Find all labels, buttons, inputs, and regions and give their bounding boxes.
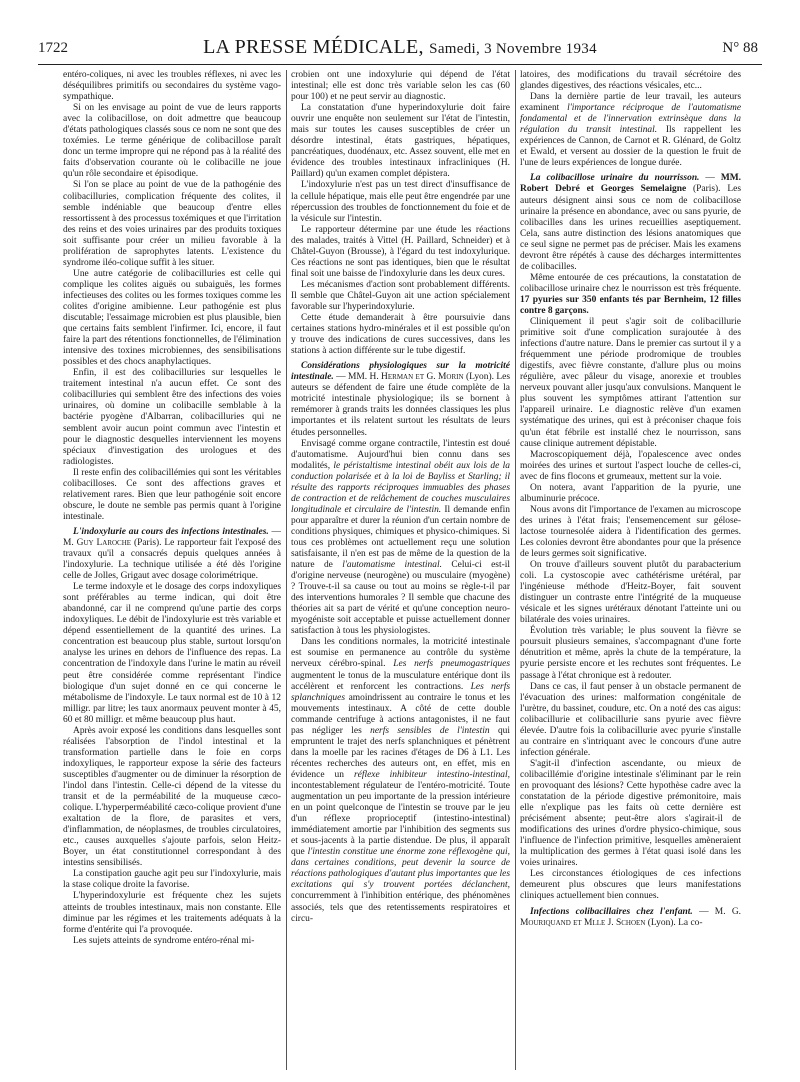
paragraph: S'agit-il d'infection ascendante, ou mieux de colibacillémie d'origine intestinale s'éliminant par le rein en provoquant des lésions? Cette hypothèse cadre avec la constatation de la période digestive prémonitoire, mais elle n'explique pas les faits où cette dernière est précisément absente; peut-être alors s'agirait-il de modifications des urines d'ordre physico-chimique, sous l'influence de l'infection primitive, lesquelles amèneraient la multiplication des germes à l'état quasi isolé dans les voies urinaires. bbox=[520, 758, 741, 869]
page-number: 1722 bbox=[38, 40, 68, 56]
italic-run: réflexe inhibiteur intestino-intestinal, bbox=[353, 769, 510, 780]
text-run: Dans les conditions normales, la motricité intestinale est soumise en permanence au contrôle du système nerveux cérébro-spinal. bbox=[291, 637, 510, 670]
paragraph: Si l'on se place au point de vue de la pathogénie des colibacilluries, complication fréquente des colites, il semble indéniable que beaucoup d'entre elles ressortissent à des processus toxémiques et que l'irritation des reins et des voies urinaires par des produits toxiques soit suffisante pour créer un milieu favorable à la prolifération de saprophytes latents. L'existence du syndrome iléo-colique suffit à les situer. bbox=[63, 180, 281, 268]
section-title: Considérations physiologiques sur la motricité intestinale. bbox=[291, 361, 510, 383]
section-title: L'indoxylurie au cours des infections intestinales. bbox=[73, 526, 269, 537]
journal-title: LA PRESSE MÉDICALE, bbox=[203, 36, 424, 58]
paragraph: Après avoir exposé les conditions dans lesquelles sont réalisées l'absorption de l'indol intestinal et la transformation partielle dans le foie en corps indoxyliques, le rapporteur expose la série des facteurs susceptibles d'augmenter ou de diminuer la résorption de l'indol dans l'intestin. Celle-ci dépend de la vitesse du transit et de la perméabilité de la muqueuse cæco-colique. L'hyperperméabilité cæco-colique provient d'une exaltation de la flore, de parasites et vers, d'inflammation, de néoplasmes, de troubles circulatoires, etc., causes auxquelles s'ajoute parfois, selon Heitz-Boyer, un état constitutionnel correspondant à des intestins sensibilisés. bbox=[63, 725, 281, 869]
paragraph: Enfin, il est des colibacilluries sur lesquelles le traitement intestinal n'a aucun effet. Ce sont des colibacilluries qui semblent être des infections des voies urinaires, où domine un colibacille semblable à la bactérie pyogène d'Albarran, colibacilluries qui ne semblent avoir aucun point commun avec l'intestin et pour le diagnostic desquelles interviennent les moyens spéciaux d'investigation des urologues et des radiologistes. bbox=[63, 368, 281, 467]
text-run: amoindrissent au contraire le tonus et les mouvements intestinaux. A côté de cette double commande centrifuge à actions antagonistes, il ne faut pas négliger les bbox=[291, 692, 510, 736]
paragraph: Cette étude demanderait à être poursuivie dans certaines stations hydro-minérales et il est possible qu'on y trouve des indications de cures successives, dans les stations à action différente sur le tube digestif. bbox=[291, 313, 510, 357]
section-text: Les auteurs se défendent de faire une étude complète de la motricité intestinale physiologique; ils se bornent à remémorer à grands traits les données classiques les plus importantes et ils relatent surtout les résultats de leurs études personnelles. bbox=[291, 372, 510, 438]
section-location: (Lyon). bbox=[465, 372, 494, 383]
section-location: (Lyon). bbox=[647, 917, 676, 928]
column-1 bbox=[63, 70, 281, 1076]
paragraph: crobien ont une indoxylurie qui dépend de l'état intestinal; elle est donc très variable selon les cas (60 pour 100) et ne peut servir au diagnostic. bbox=[291, 70, 510, 103]
issue-date: Samedi, 3 Novembre 1934 bbox=[429, 41, 597, 57]
text-run: incontestablement régulateur de l'entéro-motricité. Toute augmentation un peu importante de la pression intérieure en un point quelconque de l'intestin se trouve par le jeu d'un réflexe proprioceptif (intestino-intestinal) immédiatement amortie par l'inhibition des segments sus et sous-jacents à la partie distendue. De plus, il apparaît que bbox=[291, 781, 510, 858]
text-run: Dans la dernière partie de leur travail, les auteurs examinent bbox=[520, 92, 741, 114]
paragraph: La constipation gauche agit peu sur l'indoxylurie, mais la stase colique droite la favorise. bbox=[63, 869, 281, 891]
italic-run: l'importance réciproque de l'automatisme fondamental et de l'innervation extrinsèque dans la régulation du transit intestinal. bbox=[520, 103, 741, 136]
text-run: concurremment à l'inhibition entérique, des phénomènes associés, tels que des retentissements respiratoires et circu- bbox=[291, 891, 510, 924]
paragraph bbox=[520, 92, 741, 169]
column-divider bbox=[515, 70, 516, 1070]
paragraph: Le terme indoxyle et le dosage des corps indoxyliques sont préférables au terme indican, qui doit être abandonné, car il ne comprend qu'une partie des corps indoxyliques. Le débit de l'indoxylurie est très variable et dépend essentiellement de la quantité des urines. La concentration est beaucoup plus stable, surtout lorsqu'on analyse les urines en dehors de l'influence des repas. La concentration de l'indoxyle dans l'urine le matin au réveil peut être considérée comme représentant l'indice biologique d'un sujet donné en ce qui concerne le métabolisme de l'indoxyle. Le taux normal est de 10 à 12 milligr. par litre; les taux anormaux peuvent monter à 45, 60 et 80 milligr. et même beaucoup plus haut. bbox=[63, 582, 281, 725]
section-paragraph: Infections colibacillaires chez l'enfant. — M. G. Mouriquand et Mlle J. Schoen (Lyon). La co- bbox=[520, 906, 741, 928]
paragraph: On trouve d'ailleurs souvent plutôt du parabacterium coli. La cystoscopie avec cathétérisme urétéral, par l'ingénieuse méthode d'Heitz-Boyer, fait souvent distinguer un contraste entre l'intégrité de la muqueuse vésicale et les signes urétéraux dénotant l'atteinte uni ou bilatérale des voies urinaires. bbox=[520, 560, 741, 626]
italic-run: l'intestin constitue une énorme zone réflexogène qui, dans certaines conditions, peut devenir la source de réactions pathologiques d'autant plus importantes que les excitations qui s'y trouvent portées déclanchent, bbox=[291, 847, 510, 891]
section-author: MM. H. Herman et G. Morin bbox=[347, 372, 464, 383]
italic-run: le péristaltisme intestinal obéit aux lois de la conduction polarisée et à la loi de Bayliss et Starling; il résulte des rapports réciproques immuables des phases de contraction et de relâchement de couches musculaires longitudinale et circulaire de l'intestin. bbox=[291, 460, 510, 515]
column-divider bbox=[286, 70, 287, 1070]
paragraph: Il reste enfin des colibacillémies qui sont les véritables colibacilloses. Ce sont des affections graves et relativement rares. Bien que leur pathogénie soit encore obscure, le doute ne semble pas permis quant à l'origine intestinale. bbox=[63, 467, 281, 522]
column-3 bbox=[520, 70, 741, 1076]
issue-number: N° 88 bbox=[722, 40, 758, 56]
paragraph: Le rapporteur détermine par une étude les réactions des malades, traités à Vittel (H. Paillard, Schneider) et à Châtel-Guyon (Brousse), à l'égard du test indoxylurique. Ces réactions ne sont pas identiques, bien que le résultat final soit une baisse de l'indoxylurie dans les deux cures. bbox=[291, 224, 510, 279]
journal-title-line bbox=[0, 36, 800, 59]
section-text: Le rapporteur fait l'exposé des travaux qu'il a consacrés depuis quelques années à l'indoxylurie. La technique utilisée a été dès l'origine celle de Jolles, Grigaut avec dosage colorimétrique. bbox=[63, 537, 281, 582]
section-paragraph: La colibacillose urinaire du nourrisson. — MM. Robert Debré et Georges Semelaigne (Paris). Les auteurs désignent ainsi sous ce nom de colibacillose urinaire la présence en abondance, avec ou sans pyurie, de colibacilles dans les urines recueillies aseptiquement. Cela, sans autre distinction des lésions anatomiques que ce seul signe ne permet pas de préciser. Mais les examens devront être répétés à cause des décharges intermittentes de colibacilles. bbox=[520, 173, 741, 272]
section-location: (Paris). bbox=[133, 537, 162, 548]
section-title: La colibacillose urinaire du nourrisson. bbox=[530, 173, 700, 184]
italic-run: l'automatisme intestinal. bbox=[342, 560, 442, 571]
paragraph bbox=[520, 273, 741, 317]
paragraph: Les circonstances étiologiques de ces infections demeurent plus obscures que leurs manifestations cliniques actuellement bien connues. bbox=[520, 869, 741, 902]
section-paragraph: Considérations physiologiques sur la motricité intestinale. — MM. H. Herman et G. Morin (Lyon). Les auteurs se défendent de faire une étude complète de la motricité intestinale physiologique; ils se bornent à remémorer à grands traits les données classiques les plus importantes et ils relatent surtout les résultats de leurs études personnelles. bbox=[291, 361, 510, 438]
column-2 bbox=[291, 70, 510, 1076]
text-run: Envisagé comme organe contractile, l'intestin est doué d'automatisme. Aujourd'hui bien connu dans ses modalités, bbox=[291, 438, 510, 471]
section-author: M. Guy Laroche bbox=[63, 537, 132, 548]
section-paragraph: L'indoxylurie au cours des infections intestinales. — M. Guy Laroche (Paris). Le rapporteur fait l'exposé des travaux qu'il a consacrés depuis quelques années à l'indoxylurie. La technique utilisée a été dès l'origine celle de Jolles, Grigaut avec dosage colorimétrique. bbox=[63, 526, 281, 582]
paragraph: Les sujets atteints de syndrome entéro-rénal mi- bbox=[73, 935, 255, 946]
section-text: Les auteurs désignent ainsi sous ce nom de colibacillose urinaire la présence en abondance, avec ou sans pyurie, de colibacilles dans les urines recueillies aseptiquement. Cela, sans autre distinction des lésions anatomiques que ce seul signe ne permet pas de préciser. Mais les examens devront être répétés à cause des décharges intermittentes de colibacilles. bbox=[520, 184, 741, 272]
paragraph: latoires, des modifications du travail sécrétoire des glandes digestives, des réactions vésicales, etc... bbox=[520, 70, 741, 92]
paragraph: Les mécanismes d'action sont probablement différents. Il semble que Châtel-Guyon ait une action spécialement favorable sur l'hyperindoxylurie. bbox=[291, 279, 510, 312]
paragraph: L'indoxylurie n'est pas un test direct d'insuffisance de la cellule hépatique, mais elle peut être engendrée par une répercussion des troubles de fonctionnement du foie et de la vésicule sur l'intestin. bbox=[291, 180, 510, 224]
text-run: Celui-ci est-il d'origine nerveuse (neurogène) ou musculaire (myogène) ? Trouve-t-il sa cause ou tout au moins se règle-t-il par des interventions humorales ? Il semble que chacune des théories ait sa part de vérité et qu'une conception neuro-myogéniste soit acceptable et puisse actuellement donner satisfaction à tous les physiologistes. bbox=[291, 560, 510, 637]
paragraph: entéro-coliques, ni avec les troubles réflexes, ni avec les déséquilibres primitifs ou secondaires du système vago-sympathique. bbox=[63, 70, 281, 103]
paragraph bbox=[291, 439, 510, 638]
paragraph: On notera, avant l'apparition de la pyurie, une albuminurie précoce. bbox=[520, 482, 741, 504]
italic-run: nerfs sensibles de l'intestin bbox=[370, 725, 490, 736]
section-author: MM. Robert Debré et Georges Semelaigne bbox=[520, 173, 741, 195]
paragraph: Évolution très variable; le plus souvent la fièvre se poursuit plusieurs semaines, s'accompagnant d'une forte dénutrition et même, après la chute de la température, la pyurie persiste encore et les rechutes sont fréquentes. Le passage à l'état chronique est à redouter. bbox=[520, 626, 741, 681]
italic-run: Les nerfs pneumogastriques bbox=[393, 659, 510, 670]
section-title: Infections colibacillaires chez l'enfant. bbox=[530, 906, 693, 917]
header-rule bbox=[38, 64, 762, 65]
paragraph: Dans ce cas, il faut penser à un obstacle permanent de l'évacuation des urines: malformation congénitale de l'urètre, du bassinet, coudure, etc. On a noté des cas aigus: colibacillurie et colibacillurie sans pyurie avec fièvre élevée. D'autre fois la colibacillurie avec pyurie s'installe au contraire en s'intriquant avec le concours d'une autre infection générale. bbox=[520, 681, 741, 758]
text-run: augmentent le tonus de la musculature entérique dont ils accélèrent et renforcent les contractions. bbox=[291, 670, 510, 692]
paragraph: Macroscopiquement déjà, l'opalescence avec ondes moirées des urines et surtout l'aspect louche de celles-ci, avec de fins flocons et grumeaux, mettent sur la voie. bbox=[520, 449, 741, 482]
section-author: M. G. Mouriquand et Mlle J. Schoen bbox=[520, 906, 741, 928]
paragraph bbox=[291, 637, 510, 924]
paragraph: Cliniquement il peut s'agir soit de colibacillurie primitive soit d'une complication surajoutée à des infections d'autre nature. Dans le premier cas surtout il y a fréquemment une période prodromique de troubles digestifs, avec fièvre constante, d'allure plus ou moins régulière, avec pâleur du visage, anorexie et troubles nerveux pouvant aller jusqu'aux convulsions. Manquent le plus souvent les symptômes attirant l'attention sur l'appareil urinaire. Le diagnostic relève d'un examen systématique des urines, qui est à préconiser chaque fois qu'un état fébrile est installé chez le nourrisson, sans cause clinique autrement dépistable. bbox=[520, 317, 741, 449]
paragraph: Nous avons dit l'importance de l'examen au microscope des urines à l'état frais; l'ensemencement sur gélose-lactose tournesolée aidera à l'identification des germes. Les colonies devront être abondantes pour que la présence de leurs germes soit significative. bbox=[520, 504, 741, 560]
text-run: Ils rappellent les expériences de Cannon, de Carnot et R. Glénard, de Goltz et Ewald, et versent au dossier de la question le fruit de l'une de leurs expériences de longue durée. bbox=[520, 125, 741, 169]
section-text: La co- bbox=[678, 917, 703, 928]
page-header bbox=[0, 36, 800, 62]
text-run: qui empruntent le trajet des nerfs splanchniques et pénètrent dans la moelle par les racines d'étages de D6 à L1. Les récentes recherches des auteurs ont, en effet, mis en évidence un bbox=[291, 725, 510, 780]
text-run: Il demande enfin pour apparaître et durer la réunion d'un certain nombre de conditions physiques, chimiques et physico-chimiques. Si tous ces problèmes ont actuellement reçu une solution satisfaisante, il n'en est pas de même de la question de la nature de bbox=[291, 504, 510, 571]
paragraph: Si on les envisage au point de vue de leurs rapports avec la colibacillose, on doit admettre que beaucoup d'états pathologiques classés sous ce nom ne sont que des toxémies. Le terme générique de colibacillose paraît donc un terme impropre qui ne répond pas à la réalité des faits d'observation courante où le colibacille ne joue qu'un rôle secondaire et épisodique. bbox=[63, 103, 281, 180]
paragraph: L'hyperindoxylurie est fréquente chez les sujets atteints de troubles intestinaux, mais non constante. Elle diminue par les régimes et les traitements adéquats à la forme d'entérite qui l'a provoquée. bbox=[63, 891, 281, 935]
bold-run: 17 pyuries sur 350 enfants tés par Bernheim, 12 filles contre 8 garçons. bbox=[520, 294, 741, 316]
italic-run: Les nerfs splanchniques bbox=[291, 681, 510, 703]
section-location: (Paris). bbox=[693, 184, 721, 195]
paragraph: La constatation d'une hyperindoxylurie doit faire ouvrir une enquête non seulement sur l'état de l'intestin, mais sur toutes les causes susceptibles de créer un désordre intestinal, états gastriques, hépatiques, pancréatiques, duodénaux, etc. Assez souvent, elle met en évidence des troubles intestinaux infracliniques (H. Paillard) qu'un examen complet dépistera. bbox=[291, 103, 510, 180]
paragraph: Une autre catégorie de colibacilluries est celle qui complique les colites aiguës ou subaiguës, les formes infectieuses des colites ou les formes toxiques comme les colites d'origine amibienne. Leur pathogénie est plus discutable; l'essaimage microbien est plus plausible, bien que certains faits semblent l'infirmer. Ici, encore, il faut faire la part des rétentions fonctionnelles, de l'élimination intensive des toxines microbiennes, des sensibilisations possibles et des chocs anaphylactiques. bbox=[63, 268, 281, 368]
text-run: Même entourée de ces précautions, la constatation de colibacillose urinaire chez le nourrisson est très fréquente. bbox=[520, 272, 741, 294]
